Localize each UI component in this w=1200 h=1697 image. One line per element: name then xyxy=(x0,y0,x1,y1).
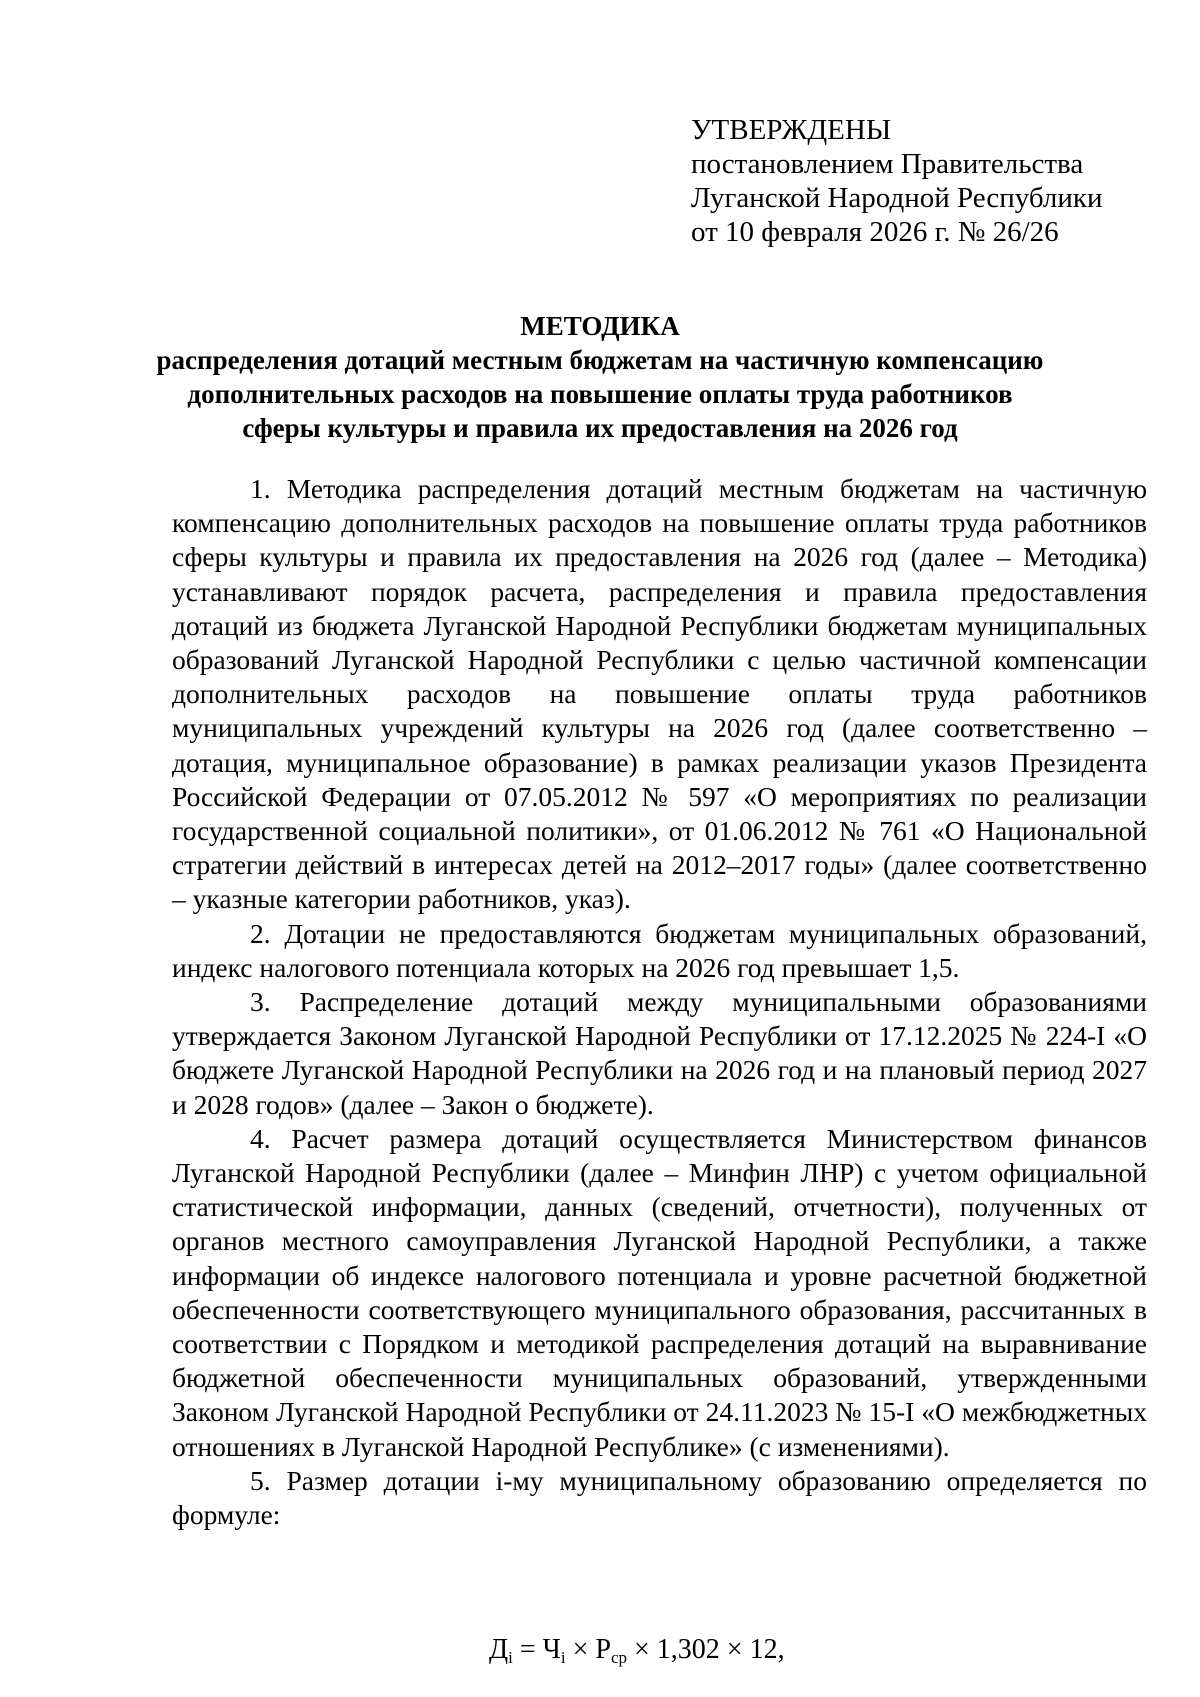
document-body xyxy=(172,472,1147,1532)
document-subtitle-line-1: распределения дотаций местным бюджетам на частичную компенсацию xyxy=(156,345,1044,375)
approval-line-2: Луганской Народной Республики xyxy=(691,182,1103,214)
document-subtitle-line-3: сферы культуры и правила их предоставления на 2026 год xyxy=(242,413,958,443)
formula-d: Д xyxy=(489,1634,509,1665)
formula-ch-index: i xyxy=(560,1648,566,1667)
paragraph-1: 1. Методика распределения дотаций местным бюджетам на частичную компенсацию дополнительных расходов на повышение оплаты труда работников сферы культуры и правила их предоставления на 2026 год (далее – Методика) устанавливают порядок расчета, распределения и правила предоставления дотаций из бюджета Луганской Народной Республики бюджетам муниципальных образований Луганской Народной Республики с целью частичной компенсации дополнительных расходов на повышение оплаты труда работников муниципальных учреждений культуры на 2026 год (далее соответственно – дотация, муниципальное образование) в рамках реализации указов Президента Российской Федерации от 07.05.2012 № 597 «О мероприятиях по реализации государственной социальной политики», от 01.06.2012 № 761 «О Национальной стратегии действий в интересах детей на 2012–2017 годы» (далее соответственно – указные категории работников, указ). xyxy=(172,473,1147,915)
formula-ch: Ч xyxy=(542,1634,561,1665)
formula-tail: × 1,302 × 12, xyxy=(627,1634,785,1665)
approval-line-3: от 10 февраля 2026 г. № 26/26 xyxy=(691,216,1059,248)
approval-line-1: постановлением Правительства xyxy=(691,148,1084,180)
paragraph-5: 5. Размер дотации i-му муниципальному образованию определяется по формуле: xyxy=(172,1464,1147,1531)
approval-block xyxy=(691,113,1103,249)
formula-r-index: ср xyxy=(610,1648,627,1667)
paragraph-3: 3. Распределение дотаций между муниципальными образованиями утверждается Законом Луганской Народной Республики от 17.12.2025 № 224-I «О бюджете Луганской Народной Республики на 2026 год и на плановый период 2027 и 2028 годов» (далее – Закон о бюджете). xyxy=(172,986,1147,1120)
formula-times: × xyxy=(565,1634,596,1665)
paragraph-2: 2. Дотации не предоставляются бюджетам муниципальных образований, индекс налогового потенциала которых на 2026 год превышает 1,5. xyxy=(172,917,1147,983)
document-heading xyxy=(0,309,1200,445)
formula xyxy=(489,1633,785,1667)
approval-title: УТВЕРЖДЕНЫ xyxy=(691,114,892,146)
formula-r: Р xyxy=(595,1634,611,1665)
document-title: МЕТОДИКА xyxy=(520,311,680,341)
document-subtitle-line-2: дополнительных расходов на повышение оплаты труда работников xyxy=(187,379,1013,409)
paragraph-4: 4. Расчет размера дотаций осуществляется Министерством финансов Луганской Народной Республики (далее – Минфин ЛНР) с учетом официальной статистической информации, данных (сведений, отчетности), полученных от органов местного самоуправления Луганской Народной Республики, а также информации об индексе налогового потенциала и уровне расчетной бюджетной обеспеченности соответствующего муниципального образования, рассчитанных в соответствии с Порядком и методикой распределения дотаций на выравнивание бюджетной обеспеченности муниципальных образований, утвержденными Законом Луганской Народной Республики от 24.11.2023 № 15-I «О межбюджетных отношениях в Луганской Народной Республике» (с изменениями). xyxy=(172,1122,1147,1462)
formula-equals: = xyxy=(512,1634,543,1665)
formula-d-index: i xyxy=(508,1648,513,1667)
